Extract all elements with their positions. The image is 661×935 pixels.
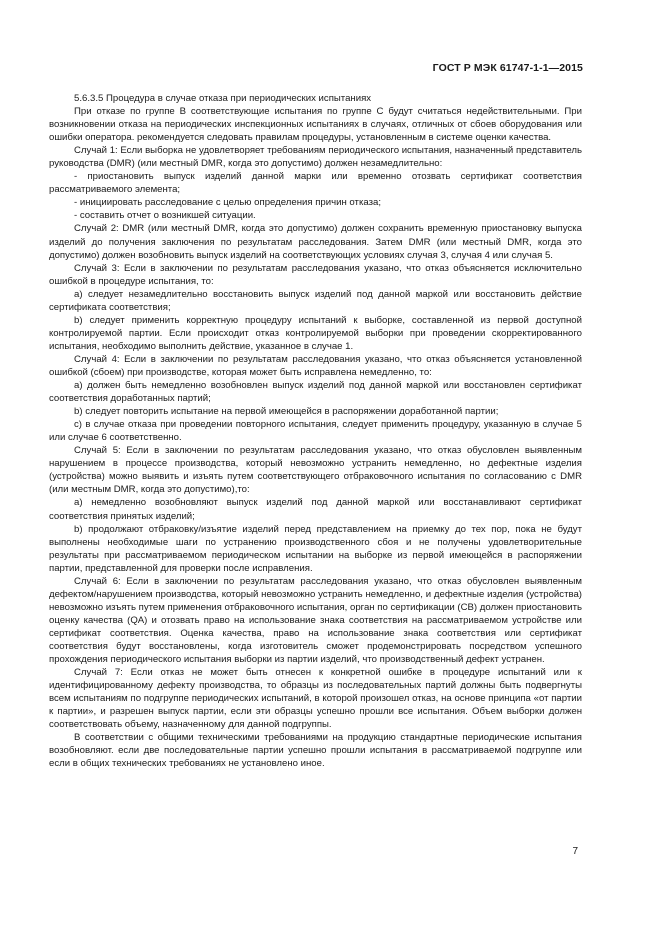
list-item: a) немедленно возобновляют выпуск изделий под данной маркой или восстанавливают сертификат соответствия принятых изделий;: [49, 497, 582, 522]
list-item: a) следует незамедлительно восстановить выпуск изделий под данной маркой или восстановить действие сертификата соответствия;: [49, 288, 582, 313]
paragraph-case-3: Случай 3: Если в заключении по результатам расследования указано, что отказ объясняется исключительно ошибкой в процедуре испытания, то:: [49, 262, 582, 287]
list-item: - составить отчет о возникшей ситуации.: [74, 210, 256, 222]
paragraph-case-6: Случай 6: Если в заключении по результатам расследования указано, что отказ обусловлен выявленным дефектом/нарушением производства, который невозможно устранить немедленно, и дефектные изделия (устройства) невозможно изъять путем применения отбраковочного испытания, орган по сертификации (CB) должен приостановить оценку качества (QA) и отозвать право на использование знака соответствия на рассматриваемом устройстве или сертификат соответствия. Оценка качества, право на использование знака соответствия или сертификат соответствия будут восстановлены, когда изготовитель сможет продемонстрировать посредством успешного прохождения периодического испытания выборки из партии изделий, что производственный дефект устранен.: [49, 575, 582, 666]
paragraph-case-1: Случай 1: Если выборка не удовлетворяет требованиям периодического испытания, назначенный представитель руководства (DMR) (или местный DMR, когда это допустимо) должен незамедлительно:: [49, 145, 582, 170]
paragraph-case-4: Случай 4: Если в заключении по результатам расследования указано, что отказ объясняется установленной ошибкой (сбоем) при производстве, которая может быть исправлена немедленно, то:: [49, 353, 582, 378]
list-item: c) в случае отказа при проведении повторного испытания, следует применить процедуру, указанную в случае 5 или случае 6 соответственно.: [49, 419, 582, 444]
list-item: b) продолжают отбраковку/изъятие изделий перед представлением на приемку до тех пор, пока не будут выполнены необходимые шаги по устранению производственного сбоя и не получены удовлетворительные результаты при рассматриваемом периодическом испытании на выборке из первой имеющейся в распоряжении партии, представленной для проверки после исправления.: [49, 523, 582, 574]
list-item: b) следует повторить испытание на первой имеющейся в распоряжении доработанной партии;: [74, 406, 499, 418]
paragraph: При отказе по группе В соответствующие испытания по группе С будут считаться недействительными. При возникновении отказа на периодических инспекционных испытаниях в случаях, отличных от сбоев оборудования или ошибки оператора. рекомендуется следовать правилам процедуры, установленным в системе оценки качества.: [49, 106, 582, 144]
paragraph-case-5: Случай 5: Если в заключении по результатам расследования указано, что отказ обусловлен выявленным нарушением в процессе производства, который невозможно устранить немедленно, но дефектные изделия (устройства) можно выявить и изъять путем соответствующего отбраковочного испытания по согласованию с DMR (или местным DMR, когда это допустимо),то:: [49, 445, 582, 496]
list-item: - приостановить выпуск изделий данной марки или временно отозвать сертификат соответствия рассматриваемого элемента;: [49, 171, 582, 196]
paragraph-case-7: Случай 7: Если отказ не может быть отнесен к конкретной ошибке в процедуре испытаний или к идентифицированному дефекту производства, то образцы из последовательных партий должны быть подвергнуты всем испытаниям по подгруппе периодических испытаний, в которой произошел отказ, на основе принципа «от партии к партии», и разрешен выпуск партии, если эти образцы успешно прошли все испытания. Объем выборки должен соответствовать объему, назначенному для данной подгруппы.: [49, 667, 582, 731]
list-item: - инициировать расследование с целью определения причин отказа;: [74, 197, 381, 209]
section-heading: 5.6.3.5 Процедура в случае отказа при периодических испытаниях: [74, 93, 372, 104]
document-body: [49, 92, 582, 770]
document-code-header: ГОСТ Р МЭК 61747-1-1—2015: [432, 62, 583, 74]
list-item: a) должен быть немедленно возобновлен выпуск изделий под данной маркой или восстановлен сертификат соответствия доработанных партий;: [49, 380, 582, 405]
paragraph-case-2: Случай 2: DMR (или местный DMR, когда это допустимо) должен сохранить временную приостановку выпуска изделий до получения заключения по результатам расследования. Затем DMR (или местный DMR, когда это допустимо) должен возобновить выпуск изделий на соответствующих условиях случая 3, случая 4 или случая 5.: [49, 223, 582, 261]
list-item: b) следует применить корректную процедуру испытаний к выборке, составленной из первой доступной контролируемой партии. Если происходит отказ контролируемой выборки при проведении скорректированного испытания, необходимо выполнить действие, указанное в случае 1.: [49, 314, 582, 352]
paragraph: В соответствии с общими техническими требованиями на продукцию стандартные периодические испытания возобновляют. если две последовательные партии успешно прошли испытания в рассматриваемой подгруппе или если в общих технических требованиях не установлено иное.: [49, 732, 582, 770]
page-number: 7: [572, 846, 578, 857]
